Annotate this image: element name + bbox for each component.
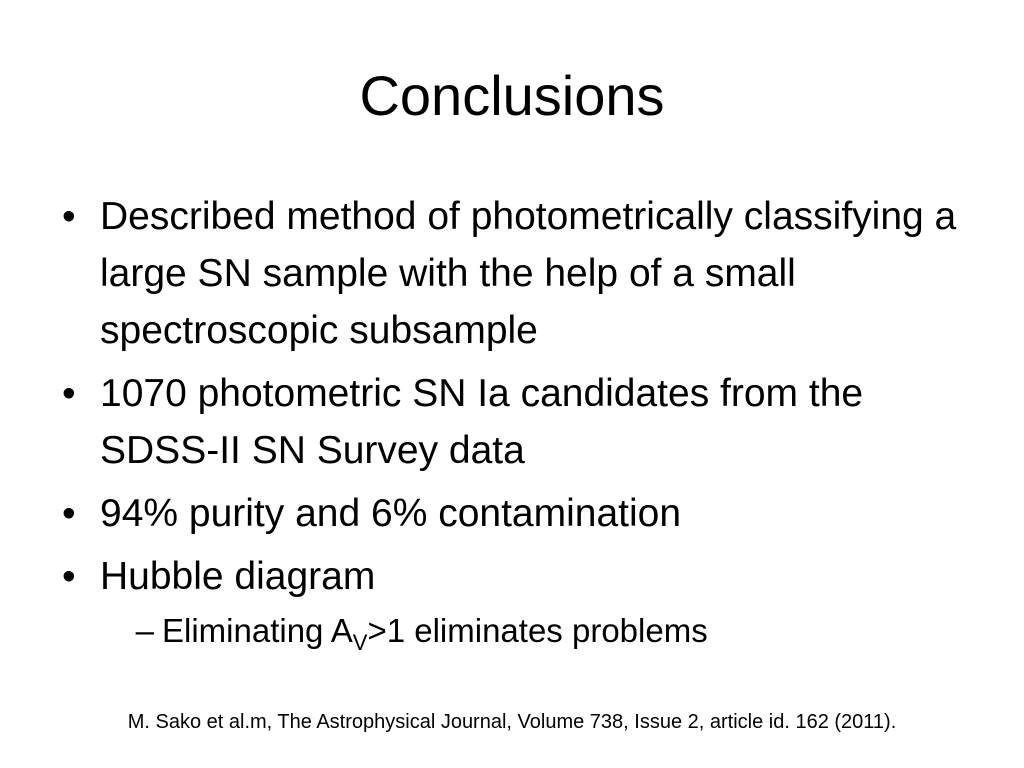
bullet-item (62, 188, 962, 359)
citation: M. Sako et al.m, The Astrophysical Journal, Volume 738, Issue 2, article id. 162 (2011). (127, 711, 897, 733)
sub-bullet-item (118, 607, 962, 655)
sub-bullet-suffix: >1 eliminates problems (367, 612, 708, 649)
sub-bullet-subscript: V (352, 630, 368, 655)
bullet-marker: • (62, 372, 76, 415)
bullet-marker: • (62, 195, 76, 238)
bullet-marker: • (62, 492, 76, 535)
bullet-item (62, 365, 962, 479)
bullet-list (62, 188, 962, 661)
sub-bullet-list (100, 607, 962, 655)
bullet-text: Hubble diagram (100, 555, 376, 598)
bullet-item (62, 485, 962, 542)
bullet-marker: • (62, 555, 76, 598)
bullet-text: Described method of photometrically classifying a large SN sample with the help of a small spectroscopic subsample (100, 195, 957, 352)
bullet-item (62, 548, 962, 655)
sub-bullet-marker: – (135, 612, 154, 649)
bullet-text: 94% purity and 6% contamination (100, 492, 682, 535)
bullet-text: 1070 photometric SN Ia candidates from the SDSS-II SN Survey data (100, 372, 864, 472)
sub-bullet-prefix: Eliminating A (162, 612, 353, 649)
slide-title: Conclusions (359, 64, 665, 127)
